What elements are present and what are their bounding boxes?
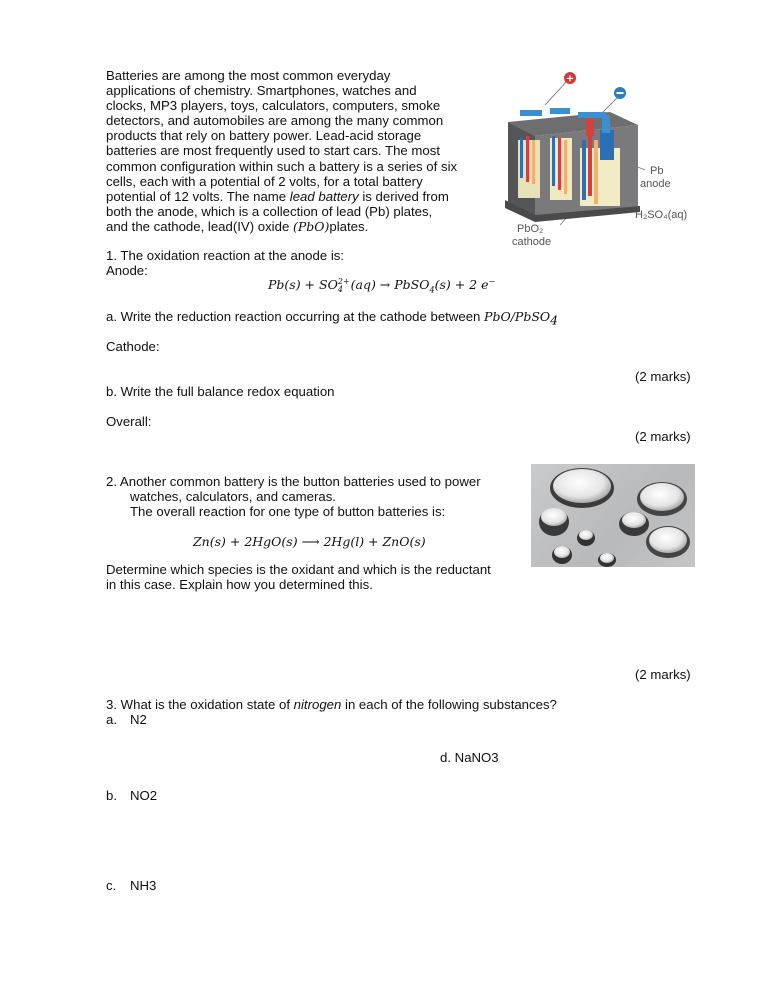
- so4-subscript: 4: [337, 284, 343, 294]
- q3-text: 3. What is the oxidation state of: [106, 697, 294, 712]
- intro-line: batteries are most frequently used to start cars. The most: [106, 143, 440, 159]
- item-letter: a.: [106, 712, 117, 727]
- button-batteries-photo: [531, 464, 695, 567]
- pbo2-label: PbO₂: [517, 223, 544, 235]
- button-battery-equation: Zn(s) + 2HgO(s) ⟶ 2Hg(l) + ZnO(s): [193, 534, 426, 549]
- q2-line: watches, calculators, and cameras.: [130, 489, 336, 505]
- intro-line: [106, 219, 496, 234]
- intro-line: detectors, and automobiles are among the many common: [106, 113, 444, 129]
- overall-label: Overall:: [106, 414, 152, 429]
- intro-line: cells, each with a potential of 2 volts, for a total battery: [106, 173, 423, 189]
- electron-charge: −: [488, 276, 496, 286]
- pb-label: Pb: [650, 165, 664, 177]
- item-formula: NO2: [130, 788, 158, 803]
- pbso4-subscript: 4: [550, 312, 559, 328]
- q1-prompt: 1. The oxidation reaction at the anode is:: [106, 248, 345, 263]
- battery-illustration: [490, 60, 690, 260]
- q2-line: The overall reaction for one type of button batteries is:: [130, 504, 446, 520]
- q1b-marks: (2 marks): [635, 429, 691, 444]
- pbso4-subscript: 4: [429, 285, 435, 295]
- item-letter: d.: [440, 750, 451, 765]
- item-formula: NaNO3: [454, 750, 499, 765]
- item-letter: b.: [106, 788, 117, 803]
- q1a-text: a. Write the reduction reaction occurring at the cathode between: [106, 309, 485, 324]
- intro-line: [106, 189, 496, 204]
- eq-part: Pb(s) +: [268, 277, 320, 292]
- intro-line: applications of chemistry. Smartphones, watches and: [106, 83, 417, 99]
- intro-text: and the cathode, lead(IV) oxide: [106, 218, 293, 234]
- q2-task-line: Determine which species is the oxidant and which is the reductant: [106, 562, 491, 577]
- so4-superscript: 2+: [337, 276, 350, 286]
- q1a-prompt: [106, 309, 559, 328]
- minus-terminal-icon: [617, 92, 624, 94]
- q3-item-b: [106, 788, 157, 803]
- q1b-prompt: b. Write the full balance redox equation: [106, 384, 335, 399]
- lead-acid-battery-diagram: [490, 60, 690, 260]
- q3-item-a: [106, 712, 147, 727]
- eq-part: SO: [319, 277, 338, 292]
- eq-part: (s) + 2 e: [434, 277, 489, 292]
- q1a-marks: (2 marks): [635, 369, 691, 384]
- intro-text: plates.: [329, 218, 369, 234]
- pbo-pbso4-formula: PbO/PbSO: [484, 309, 551, 324]
- intro-text: is derived from: [358, 188, 449, 204]
- anode-label: Anode:: [106, 263, 148, 278]
- q3-prompt: [106, 697, 557, 712]
- intro-paragraph: [106, 68, 496, 234]
- pbo-formula: (PbO): [292, 218, 330, 234]
- q2-task: [106, 562, 536, 592]
- so4-charge: [338, 278, 350, 294]
- lead-battery-term: lead battery: [289, 188, 359, 204]
- intro-text: potential of 12 volts. The name: [106, 188, 290, 204]
- eq-part: (aq) → PbSO: [350, 277, 430, 292]
- q3-item-d: [440, 750, 499, 765]
- cathode-label: cathode: [512, 236, 552, 248]
- q2-prompt: [106, 474, 526, 519]
- intro-line: both the anode, which is a collection of lead (Pb) plates,: [106, 203, 433, 219]
- intro-line: common configuration within such a battery is a series of six: [106, 158, 458, 174]
- intro-line: clocks, MP3 players, toys, calculators, computers, smoke: [106, 98, 441, 114]
- intro-line: products that rely on battery power. Lead-acid storage: [106, 128, 422, 144]
- q2-marks: (2 marks): [635, 667, 691, 682]
- q3-text: in each of the following substances?: [341, 697, 557, 712]
- nitrogen-term: nitrogen: [293, 697, 342, 712]
- item-formula: N2: [130, 712, 147, 727]
- intro-line: Batteries are among the most common everyday: [106, 68, 391, 83]
- q2-line: 2. Another common battery is the button batteries used to power: [106, 474, 481, 489]
- h2so4-label: H₂SO₄(aq): [635, 209, 688, 221]
- plus-terminal-icon: +: [565, 73, 575, 85]
- item-letter: c.: [106, 878, 117, 893]
- q3-item-c: [106, 878, 156, 893]
- q2-task-line: in this case. Explain how you determined this.: [106, 577, 373, 593]
- item-formula: NH3: [130, 878, 157, 893]
- anode-equation: [268, 277, 495, 294]
- anode-label: anode: [640, 178, 671, 190]
- button-batteries-illustration: [531, 464, 695, 567]
- cathode-label: Cathode:: [106, 339, 160, 354]
